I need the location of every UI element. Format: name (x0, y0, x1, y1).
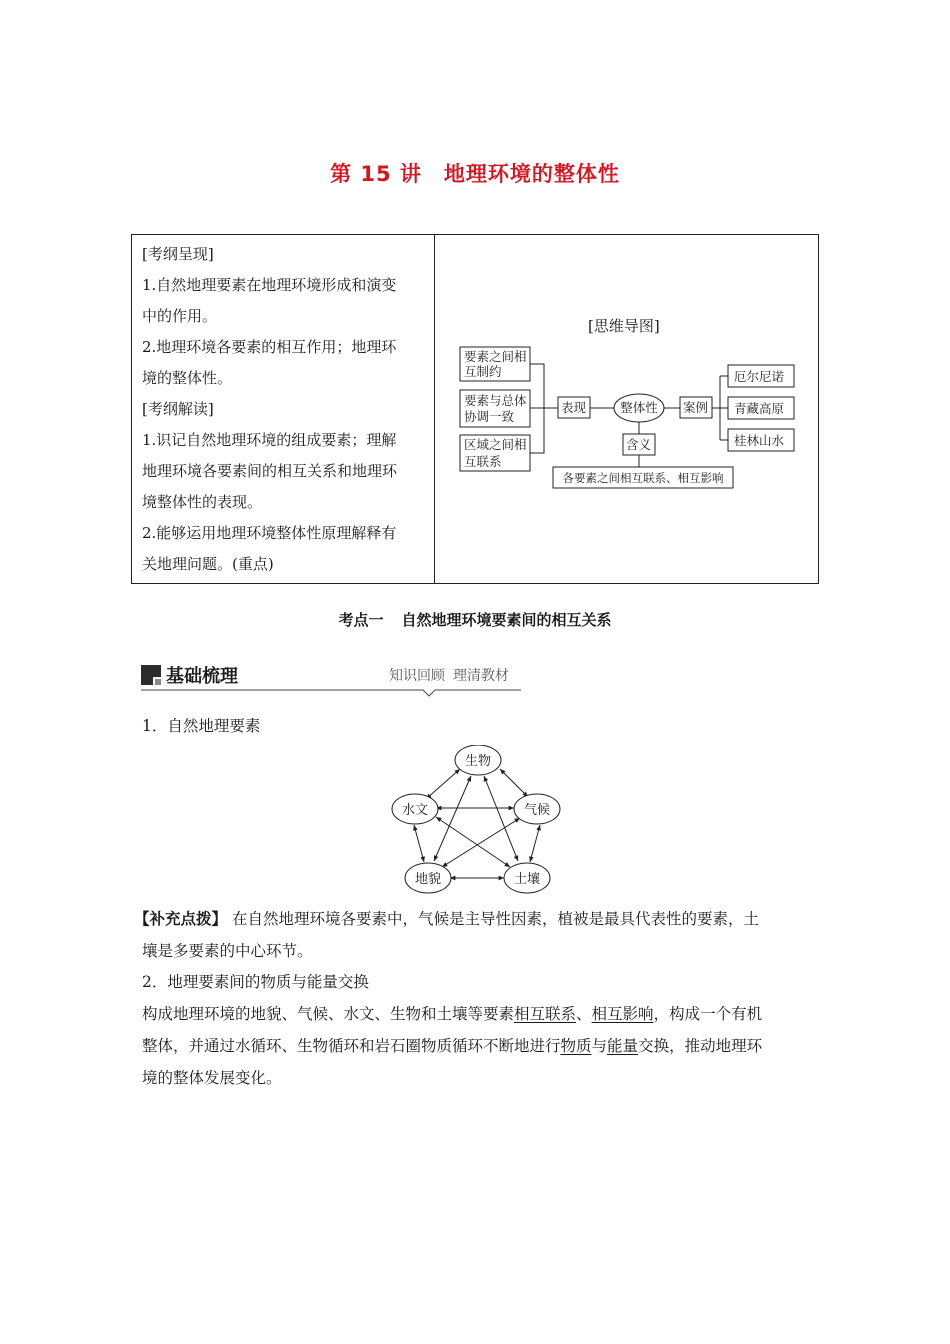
mindmap-connector (530, 364, 558, 453)
item2-line (142, 1031, 762, 1061)
underlined-answer: 相互影响 (591, 1005, 654, 1023)
outline-line: [考纲解读] (142, 400, 214, 418)
mindmap-text: 青藏高原 (734, 401, 785, 416)
supplement-text: 在自然地理环境各要素中，气候是主导性因素，植被是最具代表性的要素，土 (231, 910, 759, 928)
band-subtitle (389, 665, 509, 685)
mindmap-text: 含义 (626, 437, 652, 452)
section-number: 考点一 (338, 611, 384, 629)
diagram-link (426, 769, 460, 799)
diagram-link (434, 776, 471, 861)
diagram-link (442, 818, 520, 867)
text-run: 交换，推动地理环 (638, 1037, 763, 1055)
mindmap-connector (712, 376, 728, 440)
mindmap-text: 案例 (683, 400, 709, 415)
node-label: 水文 (401, 803, 429, 818)
text-run: ，构成一个有机 (653, 1005, 763, 1023)
item2-heading: 2．地理要素间的物质与能量交换 (142, 973, 369, 991)
outline-table (131, 234, 819, 584)
outline-left-column (142, 239, 432, 580)
mindmap-text: 互联系 (464, 454, 502, 469)
underlined-answer: 能量 (607, 1037, 639, 1055)
mindmap-text: 各要素之间相互联系、相互影响 (562, 471, 724, 485)
item2-line: 境的整体发展变化。 (142, 1069, 282, 1087)
page-title (0, 158, 950, 188)
lesson-name: 地理环境的整体性 (443, 162, 620, 186)
outline-line: 关地理问题。(重点) (142, 555, 274, 573)
item1-heading: 1．自然地理要素 (142, 717, 261, 735)
node-label: 土壤 (513, 872, 541, 887)
elements-diagram (380, 745, 580, 895)
outline-divider (434, 235, 435, 583)
mindmap-text: 桂林山水 (734, 433, 785, 448)
outline-line: 2.地理环境各要素的相互作用；地理环 (142, 338, 397, 356)
text-run: 构成地理环境的地貌、气候、水文、生物和土壤等要素 (142, 1005, 515, 1023)
outline-line: 地理环境各要素间的相互关系和地理环 (142, 462, 398, 480)
item2-line (142, 999, 762, 1029)
band-subtitle-part: 知识回顾 (389, 668, 445, 684)
band-title: 基础梳理 (166, 666, 238, 687)
band-subtitle-part: 理清教材 (453, 668, 509, 684)
outline-line: 境整体性的表现。 (142, 493, 263, 511)
underlined-answer: 相互联系 (514, 1005, 577, 1023)
diagram-link (500, 769, 528, 797)
outline-line: 1.识记自然地理环境的组成要素；理解 (142, 431, 397, 449)
outline-line: 中的作用。 (142, 307, 218, 325)
diagram-link (484, 776, 518, 861)
outline-line: [考纲呈现] (142, 245, 214, 263)
lesson-number: 第 15 讲 (330, 162, 422, 186)
supplement-tag: 【补充点拨】 (134, 909, 228, 928)
mindmap-text: 整体性 (620, 400, 658, 415)
text-run: 、 (576, 1005, 592, 1023)
supplement-line2: 壤是多要素的中心环节。 (142, 942, 313, 960)
mindmap-label: [思维导图] (588, 317, 660, 335)
diagram-link (414, 825, 424, 862)
mindmap-text: 要素之间相 (464, 349, 527, 364)
diagram-link (436, 817, 510, 867)
band-underline (141, 688, 523, 700)
mindmap-text: 协调一致 (464, 409, 515, 424)
diagram-link (530, 825, 540, 862)
mindmap-text: 互制约 (464, 364, 502, 379)
mindmap-text: 表现 (561, 400, 587, 415)
mindmap-text: 要素与总体 (464, 393, 527, 408)
text-run: 与 (591, 1037, 608, 1055)
node-label: 生物 (464, 754, 492, 769)
node-label: 地貌 (414, 872, 442, 887)
section-name: 自然地理环境要素间的相互关系 (401, 611, 612, 629)
underlined-answer: 物质 (560, 1037, 592, 1055)
mindmap-text: 厄尔尼诺 (734, 369, 785, 384)
section-title (0, 609, 950, 630)
mind-map (458, 345, 798, 495)
outline-line: 2.能够运用地理环境整体性原理解释有 (142, 524, 397, 542)
outline-line: 1.自然地理要素在地理环境形成和演变 (142, 276, 397, 294)
text-run: 整体，并通过水循环、生物循环和岩石圈物质循环不断地进行 (142, 1037, 561, 1055)
outline-line: 境的整体性。 (142, 369, 233, 387)
node-label: 气候 (523, 803, 551, 818)
mindmap-text: 区域之间相 (464, 437, 527, 452)
square-icon (141, 665, 161, 685)
supplement-line (134, 904, 759, 934)
